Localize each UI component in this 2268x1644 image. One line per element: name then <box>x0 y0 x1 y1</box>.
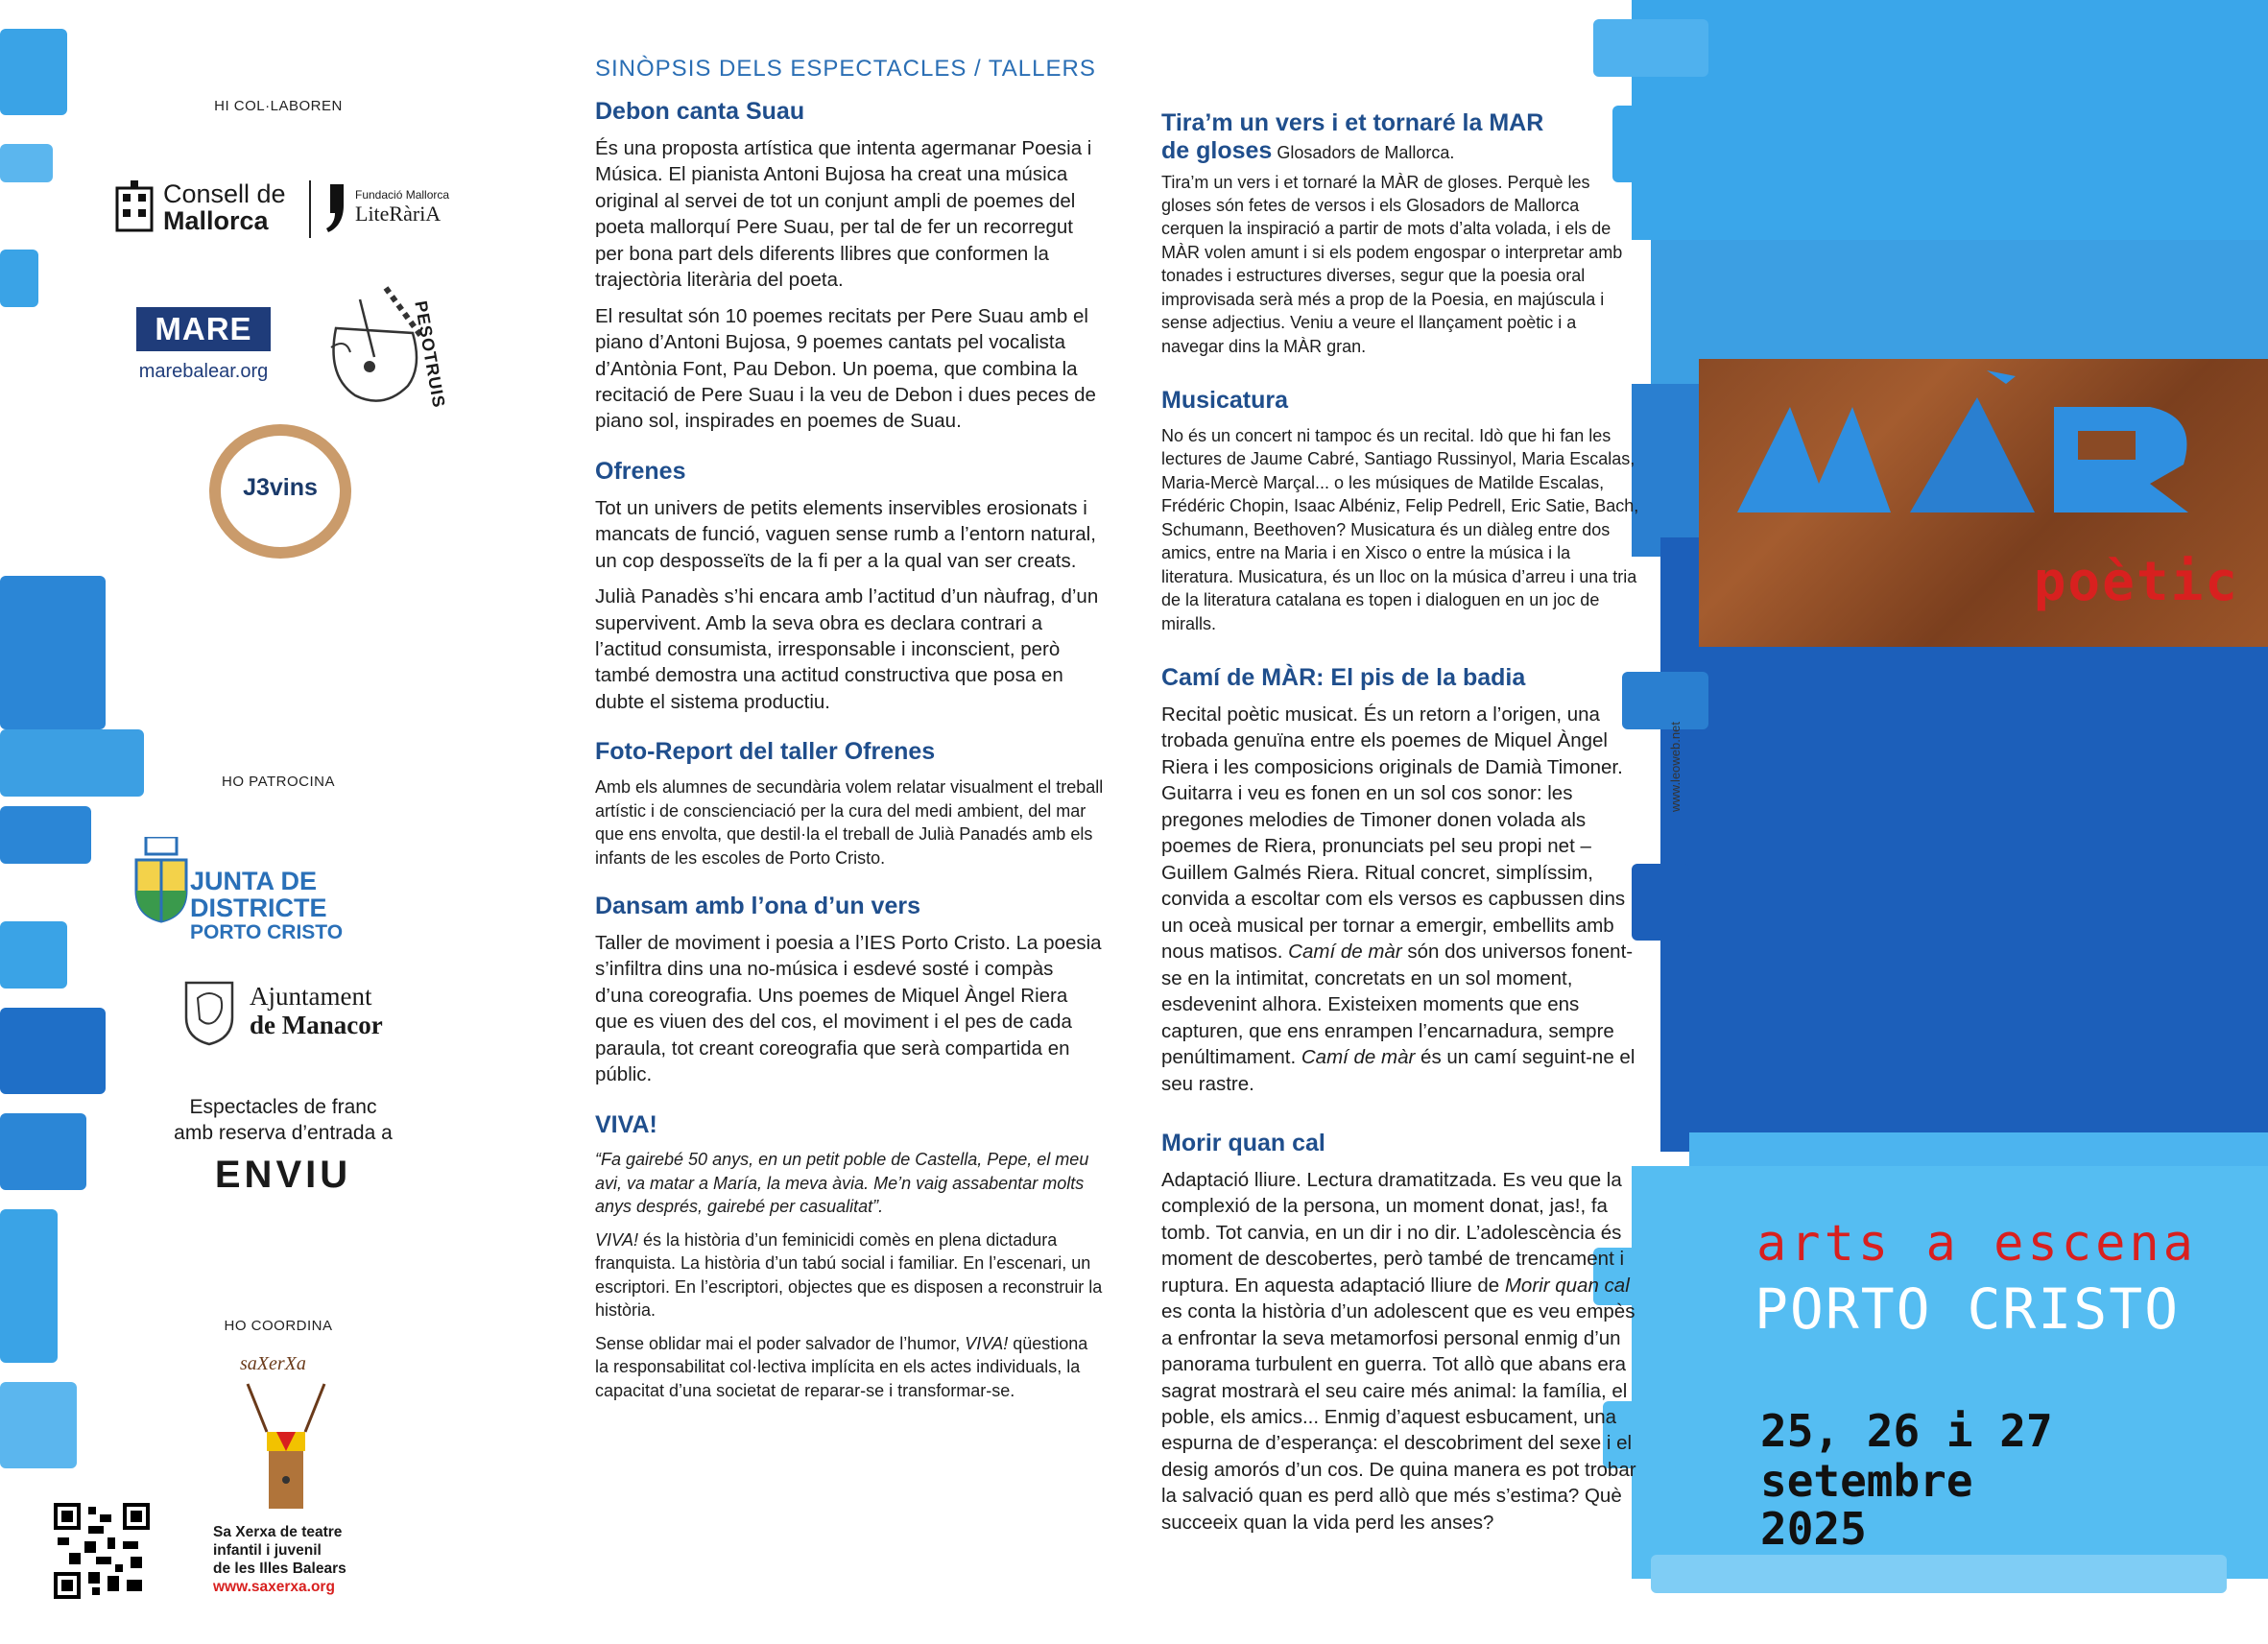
section-heading <box>1161 109 1641 165</box>
pesotruis-text: PESOTRUIS <box>411 299 449 410</box>
cami-text: és un camí seguint-ne el seu rastre. <box>1161 1046 1635 1095</box>
coordina-heading: HO COORDINA <box>224 1318 333 1334</box>
section-heading: Foto-Report del taller Ofrenes <box>595 738 936 766</box>
section-paragraph <box>595 1332 1104 1402</box>
heading-line2: de gloses <box>1161 136 1273 164</box>
section-paragraph <box>1161 702 1641 1097</box>
cami-title-italic: Camí de màr <box>1288 941 1402 964</box>
section-cami-de-mar <box>1161 664 1641 1097</box>
heading-line1: Tira’m un vers i et tornaré la MAR <box>1161 109 1544 136</box>
j3vins-text: J3vins <box>243 474 318 501</box>
pesotruis-logo <box>317 280 461 415</box>
dates-month: setembre <box>1760 1455 1973 1507</box>
porto-cristo-title: PORTO CRISTO <box>1755 1276 2181 1342</box>
consell-mallorca-logo <box>113 179 296 236</box>
section-heading: Dansam amb l’ona d’un vers <box>595 893 920 920</box>
collab-heading: HI COL·LABOREN <box>214 98 343 114</box>
section-paragraph <box>1161 1167 1641 1537</box>
patrocina-heading: HO PATROCINA <box>222 774 335 790</box>
junta-districte-logo <box>123 837 449 943</box>
section-morir-quan-cal <box>1161 1130 1641 1536</box>
section-heading: Ofrenes <box>595 457 686 485</box>
section-foto-report <box>595 738 1104 870</box>
j3vins-logo <box>209 424 351 559</box>
viva-paragraph-text: qüestiona la responsabilitat col·lectiva implícita en els actes individuals, la capacitat d’una societat de reparar-se i transformar-se. <box>595 1333 1088 1400</box>
section-tirame-un-vers <box>1161 109 1641 358</box>
section-ofrenes <box>595 458 1104 716</box>
viva-title-italic: VIVA! <box>965 1333 1009 1353</box>
saxerxa-line1: Sa Xerxa de teatre <box>213 1524 343 1540</box>
cami-text: Recital poètic musicat. És un retorn a l’origen, una trobada genuïna entre els poemes de Miquel Àngel Riera i les composicions originals de Damià Timoner. Guitarra i veu es fonen en un sol cos sonor: les pregones melodies de Timoner donen volada als poemes de Riera, pronunciats pel seu propi net –Guillem Galmés Riera. Ritual concret, simplíssim, convida a escoltar com els versos es capbussen dins un oceà musical per tornar a emergir, embellits amb nous matisos. <box>1161 703 1626 964</box>
junta-line1: JUNTA DE DISTRICTE <box>190 867 327 923</box>
section-quote: “Fa gairebé 50 anys, en un petit poble de Castella, Pepe, el meu avi, va matar a María, la meva àvia. Me’n vaig assabentar molts anys després, gairebé per casualitat”. <box>595 1150 1089 1217</box>
free-note-line1: Espectacles de franc <box>189 1096 377 1118</box>
morir-text: Adaptació lliure. Lectura dramatitzada. Es veu que la complexió de la persona, un moment donat, jas!, fa tomb. Tot canvia, en un dir i no dir. L’adolescència és moment de descobertes, però també de trencament i ruptura. En aquesta adaptació lliure de <box>1161 1168 1625 1297</box>
enviu-logo[interactable]: ENVIU <box>214 1154 352 1196</box>
section-paragraph: Tira’m un vers i et tornaré la MÀR de gloses. Perquè les gloses són fetes de versos i els Glosadors de Mallorca cerquen la inspiració a partir de mots d’alta volada, i els de MÀR volen amunt i si els podem engospar o interpretar amb tonades i estructures diverses, segur que la poesia oral improvisada serà més a prop de la Poesia, en majúscula i sense adjectius. Veniu a veure el llançament poètic i a navegar dins la MÀR gran. <box>1161 172 1623 356</box>
arts-a-escena-title: arts a escena <box>1756 1215 2197 1273</box>
viva-title-italic: VIVA! <box>595 1229 639 1250</box>
section-byline: Glosadors de Mallorca. <box>1272 142 1455 162</box>
saxerxa-caption <box>213 1524 346 1597</box>
section-paragraph: No és un concert ni tampoc és un recital. Idò que hi fan les lectures de Jaume Cabré, Santiago Russinyol, Maria Escalas, Maria-Mercè Marçal... o les músiques de Matilde Escalas, Frédéric Chopin, Isaac Albéniz, Felip Pedrell, Eric Satie, Bach, Schumann, Beethoven? Musicatura és un diàleg entre dos amics, entre na Maria i en Xisco o entre la música i la literatura. Musicatura, és un lloc on la música d’arreu i una tria de la literatura catalana es topen i dialoguen en un joc de miralls. <box>1161 426 1639 633</box>
fundacio-literaria-logo <box>326 179 480 236</box>
saxerxa-line3: de les Illes Balears <box>213 1560 346 1577</box>
section-paragraph: Tot un univers de petits elements inservibles erosionats i mancats de funció, vaguen sense rumb a l’entorn natural, un cop desposseïts de la fi per a la qual van ser creats. <box>595 496 1096 572</box>
consell-crest-icon <box>113 180 155 234</box>
section-musicatura <box>1161 387 1641 635</box>
synopsis-column-1 <box>595 0 1104 1644</box>
logo-divider <box>309 180 311 238</box>
consell-line1: Consell de <box>163 179 286 208</box>
ajuntament-manacor-logo <box>182 979 413 1048</box>
section-heading: Camí de MÀR: El pis de la badia <box>1161 664 1526 692</box>
poetic-subtitle: poètic <box>2033 551 2239 613</box>
cami-text: són dos universos fonent-se en la intimitat, concretats en un sol moment, esdevenint alhora. Existeixen moments que ens capturen, que ens enrampen l’encarnadura, sempre penúltimament. <box>1161 941 1634 1069</box>
morir-title-italic: Morir quan cal <box>1504 1274 1630 1297</box>
manacor-crest-icon <box>182 979 236 1046</box>
section-paragraph: Taller de moviment i poesia a l’IES Porto Cristo. La poesia s’infiltra dins una no-música i esdevé sosté i compàs d’una coreografia. Uns poemes de Miquel Àngel Riera que es viuen des del cos, el moviment i el pes de cada paraula, tot creant coreografia que serà compartida en públic. <box>595 931 1102 1086</box>
fundacio-line2: LiteRàriA <box>355 201 442 226</box>
viva-paragraph-text: Sense oblidar mai el poder salvador de l’humor, <box>595 1333 966 1353</box>
section-paragraph: Julià Panadès s’hi encara amb l’actitud d’un nàufrag, d’un supervivent. Amb la seva obra es declara contrari a l’actitud consumista, irresponsable i inconscient, però també demostra una actitud constructiva que posa en dubte el sistema productiu. <box>595 585 1099 713</box>
section-heading: Debon canta Suau <box>595 98 805 125</box>
saxerxa-url[interactable]: www.saxerxa.org <box>213 1578 335 1595</box>
saxerxa-logo <box>228 1353 344 1516</box>
section-debon-canta-suau <box>595 98 1104 435</box>
section-paragraph: Amb els alumnes de secundària volem relatar visualment el treball artístic i de conscienciació per la cura del medi ambient, del mar que ens envolta, que destil·la el treball de Julià Panadés amb els infants de les escoles de Porto Cristo. <box>595 777 1104 868</box>
section-heading: Musicatura <box>1161 387 1288 415</box>
mar-title <box>1747 388 1749 389</box>
junta-shield-icon <box>132 837 190 923</box>
cami-title-italic: Camí de màr <box>1301 1046 1416 1069</box>
ajuntament-line1: Ajuntament <box>250 982 372 1011</box>
section-heading: VIVA! <box>595 1110 657 1138</box>
synopsis-column-2 <box>1161 0 1641 1644</box>
section-dansam <box>595 893 1104 1088</box>
mar-logo-plate <box>1699 359 2268 647</box>
sponsors-panel <box>0 0 576 1644</box>
fundacio-line1: Fundació Mallorca <box>355 188 450 203</box>
mare-wordmark: MARE <box>136 307 271 351</box>
dates-days: 25, 26 i 27 <box>1760 1405 2053 1457</box>
section-paragraph <box>595 1228 1104 1322</box>
viva-paragraph-text: és la història d’un feminicidi comès en plena dictadura franquista. La història d’un tabú social i familiar. En l’escenari, un escriptori. En l’escriptori, objectes que es disposen a reconstruir la història. <box>595 1229 1103 1321</box>
comma-mark-icon <box>326 180 349 234</box>
free-note-line2: amb reserva d’entrada a <box>174 1122 393 1145</box>
designer-credit: www.leoweb.net <box>1668 722 1683 812</box>
morir-text: es conta la història d’un adolescent que es veu empès a enfrontar la seva metamorfosi personal enmig d’un panorama turbulent en guerra. Tot allò que abans era sagrat mostrarà el seu caire més animal: la família, el poble, els amics... Enmig d’aquest esbucament, una espurna de d’esperança: el descobriment del sexe i el desig amorós d’un cos. De quina manera es pot trobar la salvació quan es perd allò que més s’estima? Què succeeix quan la vida perd les anses? <box>1161 1300 1636 1534</box>
saxerxa-line2: infantil i juvenil <box>213 1541 322 1559</box>
junta-line2: PORTO CRISTO <box>190 920 344 943</box>
section-paragraph: El resultat són 10 poemes recitats per Pere Suau amb el piano d’Antoni Bujosa, 9 poemes cantats pel vocalista d’Antònia Font, Pau Debon. Un poema, que combina la recitació de Pere Suau i la veu de Debon i dues peces de piano sol, inspirades en poemes de Suau. <box>595 304 1096 433</box>
section-paragraph: És una proposta artística que intenta agermanar Poesia i Música. El pianista Antoni Bujosa ha creat una música original al servei de tot un conjunt ampli de poemes del poeta mallorquí Pere Suau, per tal de fer un recorregut per bona part dels diferents llibres que conformen la trajectòria literària del poeta. <box>595 136 1092 292</box>
mare-logo <box>136 307 271 383</box>
qr-code-icon[interactable] <box>54 1503 150 1599</box>
section-heading: Morir quan cal <box>1161 1130 1325 1156</box>
saxerxa-mark-text: saXerXa <box>240 1353 306 1374</box>
mare-url: marebalear.org <box>138 361 269 382</box>
saxerxa-puppet-icon <box>228 1374 344 1518</box>
free-entry-note <box>144 1094 422 1147</box>
ajuntament-line2: de Manacor <box>250 1010 383 1039</box>
section-viva <box>595 1111 1104 1402</box>
event-dates <box>1760 1405 2053 1555</box>
consell-line2: Mallorca <box>163 206 269 235</box>
synopsis-title: SINÒPSIS DELS ESPECTACLES / TALLERS <box>595 56 1096 82</box>
dates-year: 2025 <box>1760 1503 1867 1555</box>
